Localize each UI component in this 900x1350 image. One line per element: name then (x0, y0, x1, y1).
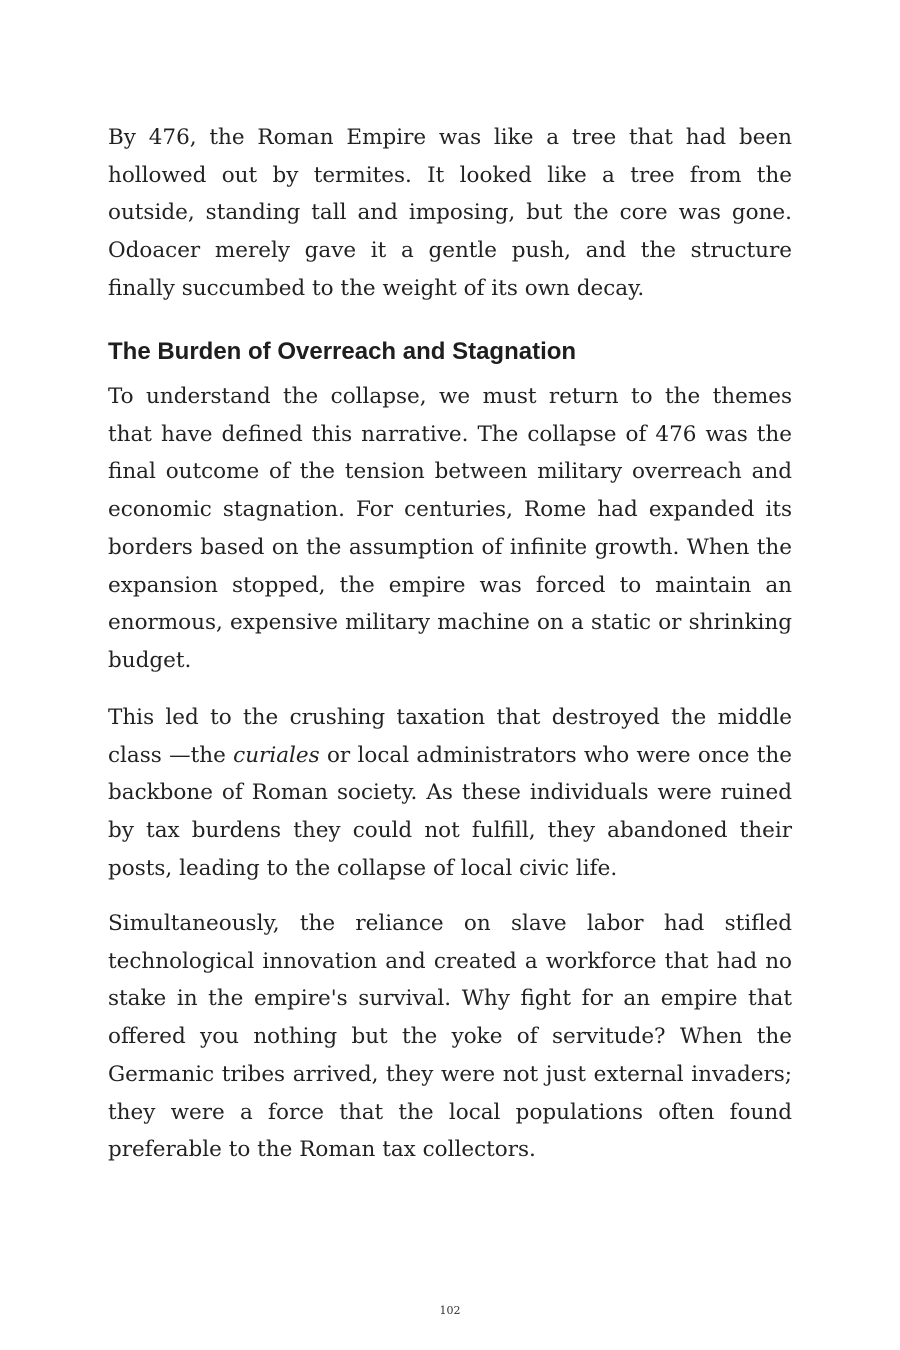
page-number: 102 (439, 1304, 461, 1317)
section-heading: The Burden of Overreach and Stagnation (108, 338, 577, 365)
paragraph-taxation-end: or local administrators who were once the backbone of Roman society. As these individuals were ruined by tax burdens they could not fulfill, they abandoned their posts, leading to the collapse of local civic life. (108, 742, 792, 881)
paragraph-intro: By 476, the Roman Empire was like a tree that had been hollowed out by termites. It looked like a tree from the outside, standing tall and imposing, but the core was gone. Odoacer merely gave it a gentle push, and the structure finally succumbed to the weight of its own decay. (108, 125, 792, 301)
paragraph-slave-labor: Simultaneously, the reliance on slave labor had stifled technological innovation and created a workforce that had no stake in the empire's survival. Why fight for an empire that offered you nothing but the yoke of servitude? When the Germanic tribes arrived, they were not just external invaders; they were a force that the local populations often found preferable to the Roman tax collectors. (108, 911, 792, 1163)
paragraph-taxation (108, 699, 792, 888)
paragraph-overreach: To understand the collapse, we must return to the themes that have defined this narrative. The collapse of 476 was the final outcome of the tension between military overreach and economic stagnation. For centuries, Rome had expanded its borders based on the assumption of infinite growth. When the expansion stopped, the empire was forced to maintain an enormous, expensive military machine on a static or shrinking budget. (108, 384, 792, 673)
curiales-term: curiales (233, 742, 320, 768)
paragraph-taxation-start: This led to the crushing taxation that destroyed the middle class —the (108, 705, 792, 768)
